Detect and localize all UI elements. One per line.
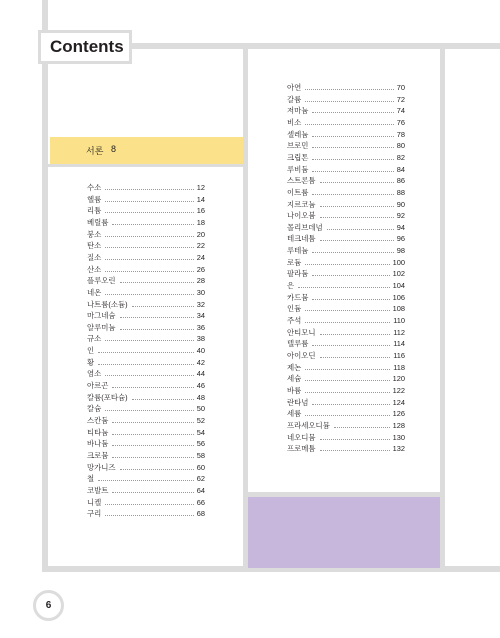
toc-leader-dots — [98, 364, 194, 365]
toc-leader-dots — [105, 247, 193, 248]
toc-entry — [87, 205, 205, 216]
toc-entry-page: 40 — [196, 346, 205, 356]
toc-leader-dots — [112, 492, 193, 493]
toc-entry-name: 아이오딘 — [287, 350, 316, 360]
toc-leader-dots — [132, 399, 194, 400]
toc-entry — [287, 373, 405, 384]
toc-entry — [87, 345, 205, 356]
toc-entry-page: 78 — [396, 129, 405, 139]
toc-entry-name: 셀레늄 — [287, 129, 309, 139]
toc-entry — [287, 292, 405, 303]
toc-entry-page: 112 — [393, 327, 405, 337]
toc-entry-name: 알루미늄 — [87, 322, 116, 332]
toc-leader-dots — [98, 480, 194, 481]
toc-leader-dots — [320, 217, 394, 218]
toc-leader-dots — [105, 504, 193, 505]
toc-entry-name: 니켈 — [87, 497, 102, 507]
toc-entry — [87, 229, 205, 240]
toc-entry-name: 나이오븀 — [287, 211, 316, 221]
toc-entry-name: 바나듐 — [87, 439, 109, 449]
toc-leader-dots — [112, 434, 193, 435]
toc-entry-page: 98 — [396, 246, 405, 256]
toc-entry-page: 82 — [396, 152, 405, 162]
toc-leader-dots — [120, 282, 194, 283]
intro-section-bar — [50, 137, 243, 164]
toc-entry-name: 저마늄 — [287, 106, 309, 116]
toc-entry-page: 18 — [196, 217, 205, 227]
toc-leader-dots — [305, 392, 389, 393]
toc-entry — [287, 280, 405, 291]
toc-entry — [87, 508, 205, 519]
toc-leader-dots — [105, 212, 193, 213]
toc-entry — [287, 327, 405, 338]
toc-entry — [87, 462, 205, 473]
toc-entry — [287, 187, 405, 198]
toc-entry-name: 주석 — [287, 316, 302, 325]
toc-entry-page: 46 — [196, 381, 205, 391]
intro-page: 8 — [111, 144, 117, 154]
toc-entry-name: 테크네튬 — [287, 234, 316, 244]
toc-entry-name: 수소 — [87, 183, 102, 192]
toc-entry — [287, 315, 405, 326]
toc-leader-dots — [312, 275, 389, 276]
toc-entry-name: 네온 — [87, 287, 102, 297]
toc-entry-page: 96 — [396, 234, 405, 244]
toc-entry — [87, 287, 205, 298]
toc-entry — [87, 217, 205, 228]
toc-leader-dots — [98, 352, 194, 353]
toc-leader-dots — [132, 306, 194, 307]
toc-leader-dots — [305, 415, 389, 416]
toc-entry-page: 74 — [396, 106, 405, 116]
toc-entry-page: 126 — [392, 409, 405, 419]
toc-entry — [287, 268, 405, 279]
toc-entry-page: 120 — [392, 374, 405, 384]
toc-entry-page: 32 — [196, 299, 205, 309]
toc-entry-name: 구리 — [87, 509, 102, 519]
toc-leader-dots — [305, 380, 389, 381]
toc-entry — [287, 164, 405, 175]
toc-entry-name: 텔루륨 — [287, 339, 309, 349]
toc-entry-name: 크로뮴 — [87, 450, 109, 460]
purple-decoration-box — [248, 497, 440, 568]
toc-entry-page: 130 — [392, 432, 405, 442]
toc-entry-page: 48 — [196, 392, 205, 402]
toc-leader-dots — [312, 147, 393, 148]
toc-entry-name: 붕소 — [87, 229, 102, 239]
toc-leader-dots — [312, 345, 390, 346]
toc-entry — [87, 497, 205, 508]
toc-entry-name: 염소 — [87, 369, 102, 379]
toc-leader-dots — [312, 112, 393, 113]
toc-entry — [287, 443, 405, 454]
frame-vertical-left — [42, 0, 48, 570]
toc-entry — [87, 473, 205, 484]
toc-entry-name: 세륨 — [287, 409, 302, 419]
toc-entry — [87, 310, 205, 321]
toc-entry-page: 62 — [196, 474, 205, 484]
toc-entry-page: 66 — [196, 497, 205, 507]
toc-leader-dots — [112, 224, 193, 225]
toc-leader-dots — [305, 264, 389, 265]
toc-leader-dots — [305, 89, 393, 90]
toc-entry — [287, 140, 405, 151]
toc-entry-page: 116 — [393, 350, 405, 360]
toc-entry-page: 114 — [393, 339, 405, 349]
toc-leader-dots — [305, 310, 389, 311]
toc-entry-name: 황 — [87, 357, 95, 367]
toc-entry-page: 12 — [196, 183, 205, 192]
toc-leader-dots — [105, 515, 193, 516]
toc-leader-dots — [327, 229, 394, 230]
toc-entry-page: 90 — [396, 199, 405, 209]
toc-entry-page: 106 — [392, 292, 405, 302]
toc-entry-page: 118 — [393, 362, 405, 372]
toc-entry-page: 122 — [392, 385, 405, 395]
toc-entry-page: 36 — [196, 322, 205, 332]
toc-entry-page: 124 — [392, 397, 405, 407]
toc-leader-dots — [320, 450, 390, 451]
toc-entry — [87, 182, 205, 193]
toc-entry-name: 로듐 — [287, 257, 302, 267]
toc-entry — [287, 222, 405, 233]
toc-leader-dots — [112, 387, 193, 388]
toc-entry-name: 칼륨(포타슘) — [87, 392, 128, 402]
toc-leader-dots — [120, 469, 194, 470]
toc-entry-name: 란타넘 — [287, 397, 309, 407]
toc-entry — [87, 264, 205, 275]
toc-entry — [87, 252, 205, 263]
toc-leader-dots — [305, 369, 390, 370]
toc-entry-page: 76 — [396, 117, 405, 127]
toc-entry — [287, 210, 405, 221]
toc-leader-dots — [305, 322, 390, 323]
frame-divider-left — [42, 164, 248, 167]
toc-entry-name: 코발트 — [87, 485, 109, 495]
toc-entry-name: 프로메튬 — [287, 444, 316, 454]
toc-entry — [287, 432, 405, 443]
toc-entry-name: 규소 — [87, 334, 102, 344]
toc-entry-page: 68 — [196, 509, 205, 519]
toc-entry-name: 몰리브데넘 — [287, 222, 323, 232]
toc-entry-page: 38 — [196, 334, 205, 344]
toc-entry-name: 제논 — [287, 362, 302, 372]
toc-entry-page: 128 — [392, 420, 405, 430]
toc-entry — [287, 245, 405, 256]
toc-entry — [87, 333, 205, 344]
toc-entry-name: 바륨 — [287, 385, 302, 395]
toc-entry — [87, 380, 205, 391]
toc-entry-name: 스칸듐 — [87, 416, 109, 425]
toc-entry-name: 지르코늄 — [287, 199, 316, 209]
toc-leader-dots — [320, 182, 394, 183]
toc-entry-page: 108 — [392, 304, 405, 314]
toc-entry — [87, 194, 205, 205]
toc-entry-name: 인듐 — [287, 304, 302, 314]
toc-entry — [287, 408, 405, 419]
toc-leader-dots — [105, 201, 193, 202]
toc-entry-page: 64 — [196, 485, 205, 495]
toc-entry — [87, 392, 205, 403]
toc-entry-page: 102 — [392, 269, 405, 279]
toc-entry — [87, 240, 205, 251]
toc-leader-dots — [312, 171, 393, 172]
toc-entry-name: 산소 — [87, 264, 102, 274]
toc-entry-name: 탄소 — [87, 241, 102, 251]
toc-entry — [287, 175, 405, 186]
toc-entry-page: 24 — [196, 252, 205, 262]
frame-vertical-right — [440, 43, 445, 570]
toc-entry — [287, 152, 405, 163]
frame-vertical-middle — [243, 43, 248, 570]
toc-leader-dots — [334, 427, 390, 428]
toc-entry-page: 72 — [396, 94, 405, 104]
toc-entry-page: 20 — [196, 229, 205, 239]
toc-entry — [87, 357, 205, 368]
toc-entry-name: 비소 — [287, 117, 302, 127]
toc-entry-name: 아연 — [287, 83, 302, 92]
toc-leader-dots — [105, 259, 193, 260]
toc-leader-dots — [105, 271, 193, 272]
toc-entry — [87, 403, 205, 414]
toc-entry-page: 80 — [396, 141, 405, 151]
toc-entry-page: 50 — [196, 404, 205, 414]
toc-entry — [87, 299, 205, 310]
toc-entry — [87, 415, 205, 426]
toc-entry — [287, 303, 405, 314]
toc-entry-name: 이트륨 — [287, 187, 309, 197]
toc-entry — [287, 385, 405, 396]
toc-entry — [287, 199, 405, 210]
toc-leader-dots — [112, 457, 193, 458]
toc-leader-dots — [312, 136, 393, 137]
page-number-badge: 6 — [33, 590, 64, 621]
toc-entry-page: 110 — [393, 316, 405, 325]
toc-leader-dots — [305, 101, 393, 102]
toc-leader-dots — [105, 189, 193, 190]
toc-entry — [87, 485, 205, 496]
toc-entry — [287, 338, 405, 349]
toc-leader-dots — [320, 206, 394, 207]
toc-entry-name: 루비듐 — [287, 164, 309, 174]
toc-entry-name: 크립톤 — [287, 152, 309, 162]
toc-entry — [87, 438, 205, 449]
toc-entry-name: 안티모니 — [287, 327, 316, 337]
toc-leader-dots — [320, 357, 391, 358]
toc-entry-name: 브로민 — [287, 141, 309, 151]
toc-entry-name: 나트륨(소듐) — [87, 299, 128, 309]
toc-entry-name: 스트론튬 — [287, 176, 316, 186]
toc-entry — [87, 450, 205, 461]
toc-entry-page: 60 — [196, 462, 205, 472]
toc-leader-dots — [312, 299, 389, 300]
toc-entry-page: 86 — [396, 176, 405, 186]
toc-entry-page: 58 — [196, 450, 205, 460]
toc-leader-dots — [320, 240, 394, 241]
toc-entry — [287, 94, 405, 105]
toc-entry-page: 88 — [396, 187, 405, 197]
toc-entry-name: 은 — [287, 281, 295, 291]
toc-entry-name: 칼슘 — [87, 404, 102, 414]
toc-entry-page: 26 — [196, 264, 205, 274]
toc-leader-dots — [305, 124, 393, 125]
toc-entry-page: 84 — [396, 164, 405, 174]
toc-entry-name: 루테늄 — [287, 246, 309, 256]
toc-entry — [87, 322, 205, 333]
toc-entry-page: 44 — [196, 369, 205, 379]
toc-leader-dots — [105, 340, 193, 341]
toc-leader-dots — [312, 194, 393, 195]
toc-entry-page: 22 — [196, 241, 205, 251]
toc-entry-name: 플루오린 — [87, 276, 116, 286]
toc-entry-name: 인 — [87, 346, 95, 356]
toc-entry-page: 28 — [196, 276, 205, 286]
toc-leader-dots — [105, 375, 193, 376]
toc-entry-name: 리튬 — [87, 206, 102, 216]
toc-entry-name: 프라세오디뮴 — [287, 420, 330, 430]
toc-entry-page: 70 — [396, 83, 405, 92]
toc-leader-dots — [312, 404, 389, 405]
toc-entry — [287, 105, 405, 116]
toc-entry-name: 네오디뮴 — [287, 432, 316, 442]
toc-entry-name: 질소 — [87, 252, 102, 262]
toc-entry-name: 세슘 — [287, 374, 302, 384]
toc-entry-name: 마그네슘 — [87, 311, 116, 321]
toc-entry — [287, 82, 405, 93]
toc-leader-dots — [320, 334, 391, 335]
page-title: Contents — [38, 30, 132, 64]
toc-entry-page: 52 — [196, 416, 205, 425]
toc-leader-dots — [112, 445, 193, 446]
toc-leader-dots — [112, 422, 193, 423]
toc-entry — [87, 427, 205, 438]
toc-entry — [287, 257, 405, 268]
toc-leader-dots — [298, 287, 390, 288]
toc-leader-dots — [105, 236, 193, 237]
toc-entry — [287, 117, 405, 128]
toc-entry-name: 헬륨 — [87, 194, 102, 204]
toc-entry-name: 망가니즈 — [87, 462, 116, 472]
toc-entry-page: 92 — [396, 211, 405, 221]
toc-entry-page: 42 — [196, 357, 205, 367]
toc-entry — [287, 233, 405, 244]
toc-entry — [287, 420, 405, 431]
toc-entry-name: 갈륨 — [287, 94, 302, 104]
toc-entry — [287, 397, 405, 408]
toc-entry-page: 56 — [196, 439, 205, 449]
toc-entry-page: 104 — [392, 281, 405, 291]
toc-leader-dots — [312, 159, 393, 160]
toc-leader-dots — [120, 329, 194, 330]
toc-leader-dots — [320, 439, 390, 440]
toc-entry-name: 아르곤 — [87, 381, 109, 391]
toc-entry-name: 베릴륨 — [87, 217, 109, 227]
toc-entry-page: 54 — [196, 427, 205, 437]
toc-entry-name: 철 — [87, 474, 95, 484]
toc-entry-page: 30 — [196, 287, 205, 297]
toc-entry-name: 팔라듐 — [287, 269, 309, 279]
toc-entry-page: 100 — [392, 257, 405, 267]
toc-leader-dots — [312, 252, 393, 253]
toc-entry-page: 34 — [196, 311, 205, 321]
toc-entry — [287, 129, 405, 140]
toc-entry-page: 16 — [196, 206, 205, 216]
toc-entry-page: 94 — [396, 222, 405, 232]
toc-entry-name: 카드뮴 — [287, 292, 309, 302]
toc-entry — [287, 350, 405, 361]
toc-entry — [87, 368, 205, 379]
toc-entry — [87, 275, 205, 286]
intro-label: 서론 — [86, 146, 104, 156]
toc-entry-page: 14 — [196, 194, 205, 204]
toc-entry-page: 132 — [392, 444, 405, 454]
toc-leader-dots — [105, 294, 193, 295]
toc-entry — [287, 362, 405, 373]
toc-leader-dots — [105, 410, 193, 411]
toc-entry-name: 티타늄 — [87, 427, 109, 437]
toc-leader-dots — [120, 317, 194, 318]
